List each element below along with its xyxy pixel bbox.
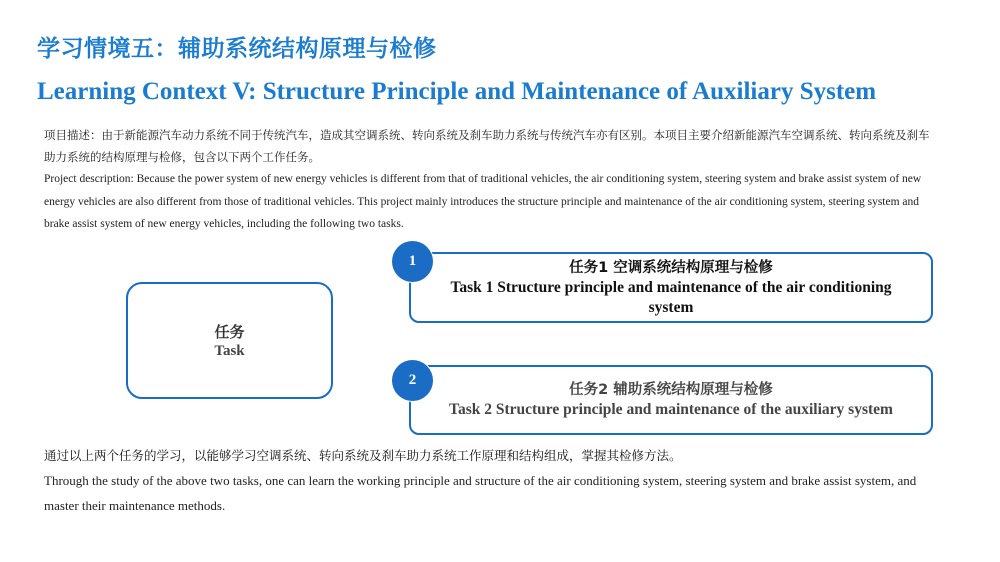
task-2-title-english: Task 2 Structure principle and maintenance of the auxiliary system (449, 401, 893, 418)
description-english: Project description: Because the power system of new energy vehicles is different from that of traditional vehicles, the air conditioning system, steering system and brake assist system of new energy vehicles are also different from those of traditional vehicles. This project mainly introduces the structure principle and maintenance of the air conditioning system, steering system and brake assist system of new energy vehicles, including the following two tasks. (44, 173, 922, 230)
summary-english: Through the study of the above two tasks, one can learn the working principle and structure of the air conditioning system, steering system and brake assist system, and master their maintenance methods. (44, 473, 917, 513)
task-1-title-english: Task 1 Structure principle and maintenance of the air conditioning system (450, 278, 892, 316)
page-title-english: Learning Context V: Structure Principle and Maintenance of Auxiliary System (37, 78, 877, 105)
task-2-title-chinese: 任务2 辅助系统结构原理与检修 (569, 382, 773, 398)
task-1-box (409, 252, 933, 323)
task-2-box (409, 365, 933, 435)
task-label-english: Task (214, 343, 245, 359)
task-1-number-badge: 1 (392, 241, 433, 282)
project-description (44, 124, 939, 236)
task-2-number-badge: 2 (392, 360, 433, 401)
task-label-chinese: 任务 (214, 323, 245, 341)
task-1-title-chinese: 任务1 空调系统结构原理与检修 (569, 259, 773, 276)
summary (44, 444, 944, 518)
page-title-chinese: 学习情境五：辅助系统结构原理与检修 (37, 36, 437, 62)
task-label-box (126, 282, 333, 399)
summary-chinese: 通过以上两个任务的学习，以能够学习空调系统、转向系统及刹车助力系统工作原理和结构组成，掌握其检修方法。 (44, 448, 682, 463)
description-chinese: 项目描述：由于新能源汽车动力系统不同于传统汽车，造成其空调系统、转向系统及刹车助力系统与传统汽车亦有区别。本项目主要介绍新能源汽车空调系统、转向系统及刹车助力系统的结构原理与检修，包含以下两个工作任务。 (44, 128, 930, 164)
